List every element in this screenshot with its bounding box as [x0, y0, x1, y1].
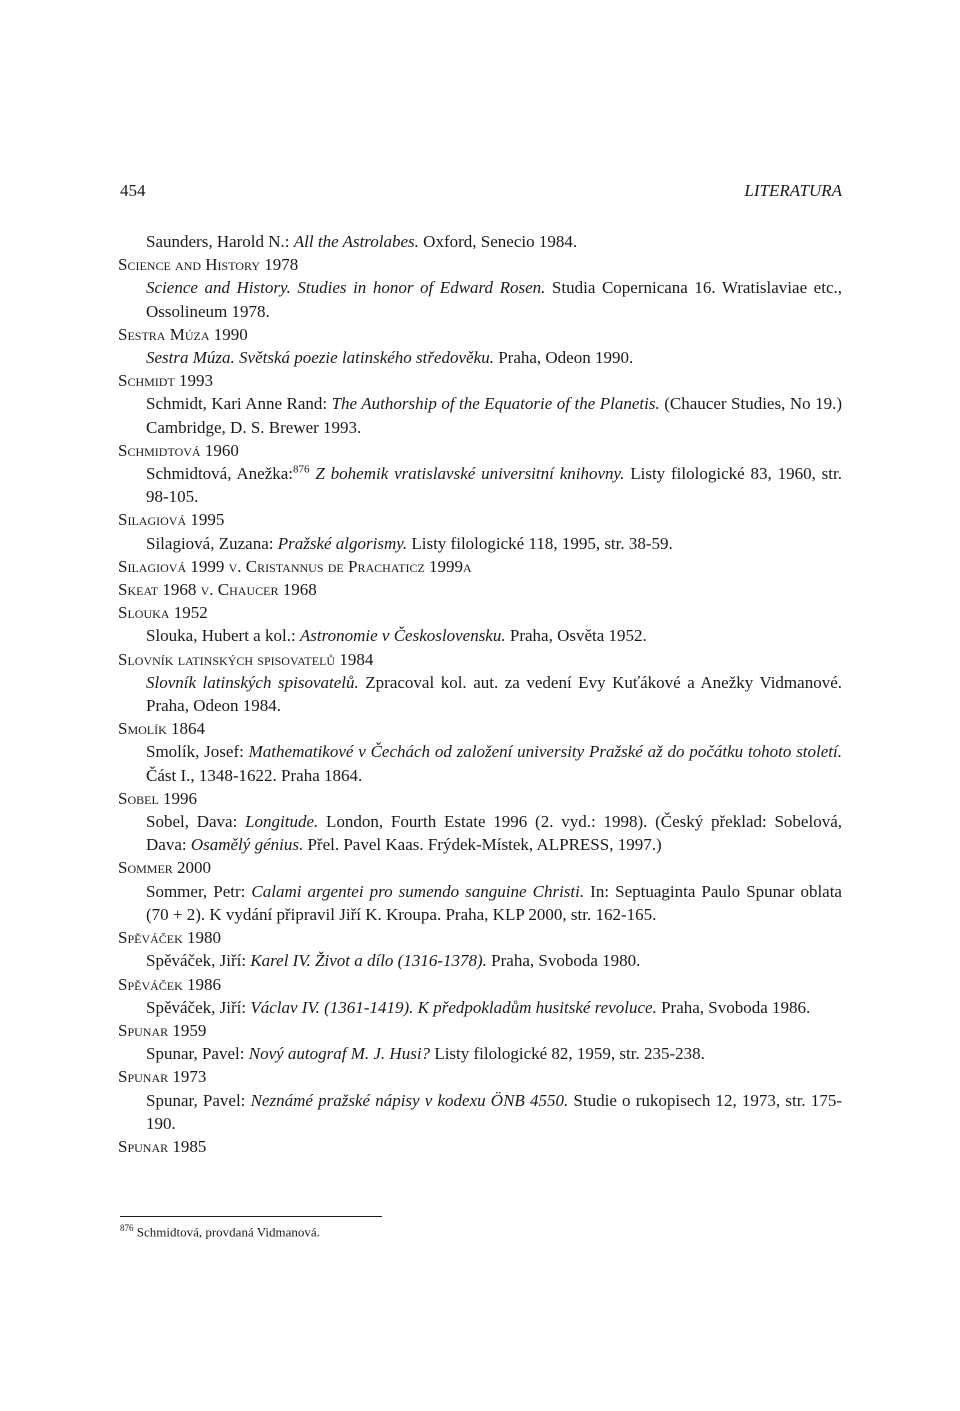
- citation-text: Spěváček, Jiří:: [146, 997, 251, 1017]
- bibliography-entry: [118, 648, 842, 718]
- citation-text: Listy filologické 83, 1960, str. 98-105.: [146, 464, 842, 507]
- entry-citation: [118, 532, 842, 555]
- footnote-rule: [120, 1216, 382, 1217]
- entry-citation: [118, 1089, 842, 1135]
- citation-text: In: Septuaginta Paulo Spunar oblata (70 + 2). K vydání připravil Jiří K. Kroupa. Praha, KLP 2000, str. 162-165.: [146, 881, 842, 924]
- entry-citation: [118, 230, 842, 253]
- citation-text: Přel. Pavel Kaas. Frýdek-Místek, ALPRESS, 1997.): [303, 835, 662, 855]
- citation-text: Praha, Svoboda 1980.: [486, 951, 641, 971]
- citation-title: Neznámé pražské nápisy v kodexu ÖNB 4550.: [250, 1090, 569, 1110]
- entry-key: Skeat 1968 v. Chaucer 1968: [118, 580, 317, 600]
- citation-title: Longitude.: [245, 812, 319, 832]
- citation-text: Praha, Svoboda 1986.: [656, 997, 811, 1017]
- citation-text: (Chaucer Studies, No 19.) Cambridge, D. S. Brewer 1993.: [146, 394, 842, 437]
- bibliography-entry: [118, 253, 842, 323]
- citation-text: Praha, Odeon 1990.: [493, 348, 634, 368]
- entry-citation: [118, 392, 842, 438]
- citation-text: Schmidt, Kari Anne Rand:: [146, 394, 332, 414]
- entry-key: Schmidtová 1960: [118, 440, 239, 460]
- citation-title: Calami argentei pro sumendo sanguine Christi.: [251, 881, 585, 901]
- entry-citation: [118, 671, 842, 717]
- entry-key: Spunar 1959: [118, 1020, 207, 1040]
- citation-title: Mathematikové v Čechách od založení university Pražské až do počátku tohoto století.: [248, 742, 842, 762]
- citation-text: Studie o rukopisech 12, 1973, str. 175-190.: [146, 1090, 843, 1133]
- entry-key: Sommer 2000: [118, 858, 212, 878]
- bibliography-entry: [118, 601, 842, 647]
- bibliography-entry: [118, 973, 842, 1019]
- entry-key: Spunar 1985: [118, 1136, 207, 1156]
- bibliography-entry: [118, 439, 842, 509]
- bibliography-entry: [118, 1019, 842, 1065]
- entry-citation: [118, 1042, 842, 1065]
- entry-key: Silagiová 1999 v. Cristannus de Prachaticz 1999a: [118, 556, 472, 576]
- entry-citation: [118, 624, 842, 647]
- citation-title: Science and History. Studies in honor of Edward Rosen.: [146, 278, 546, 298]
- citation-text: Spunar, Pavel:: [146, 1090, 251, 1110]
- entry-key: Spěváček 1980: [118, 928, 222, 948]
- entry-key: Schmidt 1993: [118, 371, 214, 391]
- entry-key: Silagiová 1995: [118, 510, 225, 530]
- bibliography-entry: [118, 856, 842, 926]
- entry-key: Spunar 1973: [118, 1067, 207, 1087]
- footnote-number: 876: [120, 1223, 134, 1233]
- citation-title: Pražské algorismy.: [277, 533, 408, 553]
- citation-title: Z bohemik vratislavské universitní knihovny.: [315, 464, 625, 484]
- citation-text: Část I., 1348-1622. Praha 1864.: [146, 765, 363, 785]
- citation-text: Listy filologické 118, 1995, str. 38-59.: [407, 533, 673, 553]
- entry-key: Spěváček 1986: [118, 974, 222, 994]
- citation-text: Studia Copernicana 16. Wratislaviae etc., Ossolineum 1978.: [146, 278, 842, 321]
- bibliography-entry: [118, 717, 842, 787]
- running-head: LITERATURA: [744, 181, 842, 200]
- entry-key: Smolík 1864: [118, 719, 206, 739]
- footnote-text: Schmidtová, provdaná Vidmanová.: [136, 1224, 320, 1240]
- citation-text: Praha, Osvěta 1952.: [505, 626, 647, 646]
- page-number: 454: [120, 181, 146, 200]
- citation-text: London, Fourth Estate 1996 (2. vyd.: 1998). (Český překlad: Sobelová, Dava:: [146, 812, 842, 855]
- citation-text: Spěváček, Jiří:: [146, 951, 251, 971]
- entry-citation: [118, 880, 842, 926]
- entry-citation: [118, 346, 842, 369]
- bibliography-entry: [118, 555, 842, 578]
- entry-key: Sestra Múza 1990: [118, 324, 248, 344]
- bibliography-entry: [118, 787, 842, 857]
- citation-title: Nový autograf M. J. Husi?: [248, 1044, 431, 1064]
- footnote: [120, 1223, 320, 1240]
- citation-text: Spunar, Pavel:: [146, 1044, 249, 1064]
- citation-text: Smolík, Josef:: [146, 742, 249, 762]
- citation-text: Zpracoval kol. aut. za vedení Evy Kuťákové a Anežky Vidmanové. Praha, Odeon 1984.: [146, 672, 842, 716]
- citation-title: Karel IV. Život a dílo (1316-1378).: [250, 951, 487, 971]
- entry-citation: [118, 276, 842, 322]
- bibliography-entry: [118, 323, 842, 369]
- citation-title: Sestra Múza. Světská poezie latinského středověku.: [146, 348, 494, 368]
- bibliography-entry: [118, 1065, 842, 1135]
- bibliography-entry: [118, 1135, 842, 1158]
- citation-title: Osamělý génius.: [190, 835, 304, 855]
- citation-text: Silagiová, Zuzana:: [146, 533, 278, 553]
- bibliography-entry: [118, 578, 842, 601]
- entry-citation: [118, 462, 842, 508]
- entry-citation: [118, 740, 842, 786]
- bibliography-list: [118, 230, 842, 1158]
- citation-title: Václav IV. (1361-1419). K předpokladům husitské revoluce.: [250, 997, 657, 1017]
- citation-title: Slovník latinských spisovatelů.: [146, 672, 359, 692]
- citation-text: Oxford, Senecio 1984.: [418, 232, 578, 251]
- citation-text: Slouka, Hubert a kol.:: [146, 626, 300, 646]
- entry-citation: [118, 810, 842, 856]
- footnote-ref: 876: [293, 463, 310, 476]
- entry-key: Slouka 1952: [118, 603, 208, 623]
- citation-text: Listy filologické 82, 1959, str. 235-238.: [430, 1044, 705, 1064]
- entry-citation: [118, 996, 842, 1019]
- citation-text: Sommer, Petr:: [146, 881, 252, 901]
- entry-key: Slovník latinských spisovatelů 1984: [118, 649, 374, 669]
- citation-title: Astronomie v Československu.: [299, 626, 506, 646]
- citation-text: Sobel, Dava:: [146, 812, 246, 832]
- entry-citation: [118, 949, 842, 972]
- entry-key: Sobel 1996: [118, 788, 198, 808]
- bibliography-entry: [118, 926, 842, 972]
- citation-text: Saunders, Harold N.:: [146, 232, 294, 251]
- citation-title: All the Astrolabes.: [293, 232, 419, 251]
- bibliography-entry: [118, 369, 842, 439]
- bibliography-entry: [118, 508, 842, 554]
- entry-key: Science and History 1978: [118, 255, 299, 275]
- bibliography-entry: [118, 230, 842, 253]
- citation-text: Schmidtová, Anežka:: [146, 464, 294, 484]
- citation-title: The Authorship of the Equatorie of the Planetis.: [331, 394, 660, 414]
